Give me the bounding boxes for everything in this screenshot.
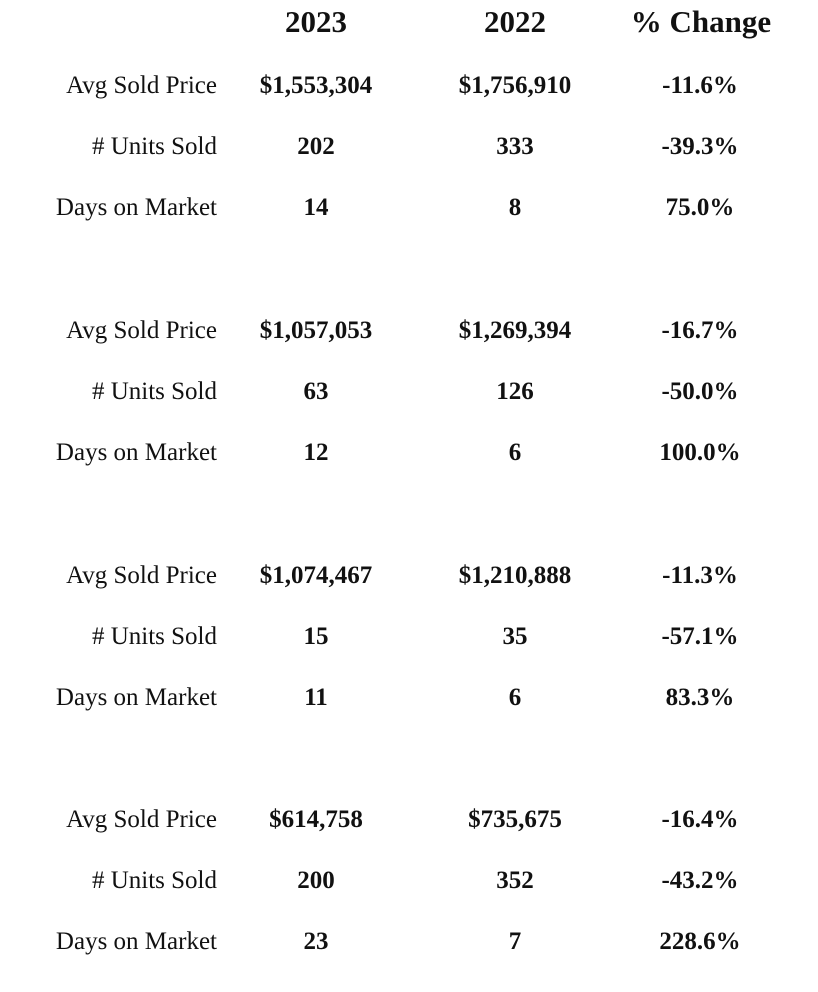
table-row [0,922,818,962]
value-percent-change: -57.1% [661,623,739,650]
column-header-2022: 2022 [484,4,546,39]
value-2023: 14 [303,194,329,221]
value-percent-change: 75.0% [665,194,735,221]
value-percent-change: 83.3% [665,684,735,711]
value-2022: $1,756,910 [458,72,572,99]
row-label-units-sold: # Units Sold [91,623,217,650]
value-percent-change: -43.2% [661,867,739,894]
value-percent-change: -16.4% [661,806,739,833]
value-2023: 200 [297,867,335,894]
value-2022: 333 [496,133,534,160]
value-2022: 6 [508,684,522,711]
row-label-days-on-market: Days on Market [55,928,217,955]
row-label-avg-sold-price: Avg Sold Price [66,317,217,344]
value-2022: $735,675 [468,806,562,833]
value-2022: 7 [508,928,522,955]
table-row [0,433,818,473]
value-2023: 63 [303,378,329,405]
row-label-units-sold: # Units Sold [91,378,217,405]
value-2023: 15 [303,623,329,650]
value-2023: 23 [303,928,329,955]
value-2023: $1,553,304 [259,72,373,99]
value-2022: 352 [496,867,534,894]
value-2022: 126 [496,378,534,405]
value-2022: $1,210,888 [458,562,572,589]
row-label-units-sold: # Units Sold [91,867,217,894]
value-percent-change: -16.7% [661,317,739,344]
value-percent-change: -39.3% [661,133,739,160]
table-row [0,556,818,596]
column-header-2023: 2023 [285,4,347,39]
value-2022: $1,269,394 [458,317,572,344]
row-label-days-on-market: Days on Market [55,194,217,221]
table-header [0,0,818,60]
row-label-avg-sold-price: Avg Sold Price [66,72,217,99]
value-2023: $1,074,467 [259,562,373,589]
row-label-units-sold: # Units Sold [91,133,217,160]
table-row [0,311,818,351]
row-label-days-on-market: Days on Market [55,439,217,466]
table-row [0,188,818,228]
value-2022: 6 [508,439,522,466]
value-2023: 12 [303,439,329,466]
value-percent-change: 228.6% [659,928,741,955]
table-row [0,127,818,167]
value-2023: $614,758 [269,806,363,833]
value-percent-change: -11.6% [662,72,738,99]
table-row [0,372,818,412]
row-label-avg-sold-price: Avg Sold Price [66,562,217,589]
value-2023: $1,057,053 [259,317,373,344]
value-percent-change: -50.0% [661,378,739,405]
column-header-percent-change: % Change [630,4,772,39]
value-2022: 35 [502,623,528,650]
row-label-avg-sold-price: Avg Sold Price [66,806,217,833]
value-2023: 202 [297,133,335,160]
table-row [0,617,818,657]
value-2022: 8 [508,194,522,221]
table-row [0,800,818,840]
value-percent-change: -11.3% [662,562,738,589]
table-row [0,66,818,106]
table-row [0,678,818,718]
value-2023: 11 [304,684,328,711]
row-label-days-on-market: Days on Market [55,684,217,711]
table-row [0,861,818,901]
value-percent-change: 100.0% [659,439,741,466]
